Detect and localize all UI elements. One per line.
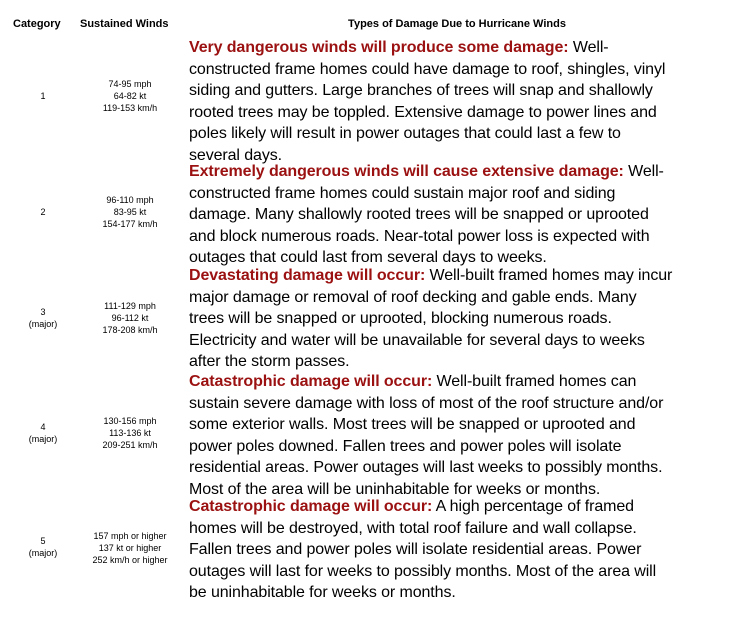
sustained-winds-cell: [86, 415, 174, 451]
wind-kmh: 119-153 km/h: [102, 103, 158, 113]
damage-lead: Extremely dangerous winds will cause extensive damage:: [189, 163, 624, 180]
wind-kt: 64-82 kt: [113, 91, 147, 101]
damage-text: trees will be snapped or uprooted, blocking numerous roads.: [189, 310, 612, 327]
header-damage-types: Types of Damage Due to Hurricane Winds: [348, 18, 566, 30]
wind-mph: 96-110 mph: [106, 195, 154, 205]
category-number: 2: [40, 207, 46, 217]
damage-text: Well-: [623, 163, 664, 180]
category-number: 3: [40, 307, 46, 317]
category-major-note: (major): [28, 434, 58, 444]
wind-mph: 130-156 mph: [103, 416, 157, 426]
damage-lead: Catastrophic damage will occur:: [189, 373, 433, 390]
category-number: 5: [40, 536, 46, 546]
damage-text: Well-built framed homes can: [432, 373, 637, 390]
header-sustained-winds: Sustained Winds: [80, 18, 169, 30]
wind-kmh: 252 km/h or higher: [92, 555, 168, 565]
wind-kmh: 154-177 km/h: [102, 219, 158, 229]
wind-kmh: 178-208 km/h: [102, 325, 158, 335]
header-category: Category: [13, 18, 61, 30]
category-cell: [0, 306, 86, 330]
category-major-note: (major): [28, 548, 58, 558]
damage-text: A high percentage of framed: [432, 498, 634, 515]
damage-text: several days.: [189, 146, 282, 164]
damage-text: and block numerous roads. Near-total power loss is expected with: [189, 227, 650, 245]
damage-text: constructed frame homes could sustain major roof and siding: [189, 184, 616, 202]
damage-text: Well-: [568, 39, 609, 56]
damage-text: outages will last for weeks to possibly months. Most of the area will: [189, 562, 657, 580]
damage-text: siding and gutters. Large branches of trees will snap and shallowly: [189, 82, 653, 99]
wind-mph: 74-95 mph: [108, 79, 152, 89]
damage-text: after the storm passes.: [189, 353, 350, 370]
category-cell: [0, 535, 86, 559]
damage-description: [189, 265, 734, 373]
category-cell: [0, 206, 86, 218]
damage-text: be uninhabitable for weeks or months.: [189, 584, 456, 601]
damage-text: homes will be destroyed, with total roof failure and wall collapse.: [189, 519, 637, 537]
sustained-winds-cell: [86, 194, 174, 230]
wind-mph: 157 mph or higher: [93, 531, 167, 541]
category-cell: [0, 421, 86, 445]
damage-text: constructed frame homes could have damage to roof, shingles, vinyl: [189, 60, 666, 78]
wind-kt: 83-95 kt: [113, 207, 147, 217]
damage-text: some exterior walls. Most trees will be snapped or uprooted and: [189, 416, 636, 433]
wind-kt: 137 kt or higher: [98, 543, 162, 553]
damage-lead: Catastrophic damage will occur:: [189, 498, 433, 515]
damage-lead: Devastating damage will occur:: [189, 267, 426, 284]
damage-description: [189, 496, 734, 604]
sustained-winds-cell: [86, 300, 174, 336]
damage-text: Well-built framed homes may incur: [425, 267, 673, 284]
wind-kt: 113-136 kt: [109, 428, 151, 438]
damage-text: Fallen trees and power poles will isolate residential areas. Power: [189, 541, 642, 558]
damage-text: power poles downed. Fallen trees and power poles will isolate: [189, 437, 622, 455]
damage-text: sustain severe damage with loss of most of the roof structure and/or: [189, 394, 664, 412]
damage-description: [189, 37, 734, 166]
wind-mph: 111-129 mph: [104, 301, 156, 311]
wind-kt: 96-112 kt: [111, 313, 149, 323]
damage-text: residential areas. Power outages will last weeks to possibly months.: [189, 459, 663, 476]
sustained-winds-cell: [86, 78, 174, 114]
category-number: 4: [40, 422, 46, 432]
damage-text: poles likely will result in power outages that could last a few to: [189, 125, 621, 142]
damage-description: [189, 371, 734, 500]
category-major-note: (major): [28, 319, 58, 329]
category-cell: [0, 90, 86, 102]
damage-lead: Very dangerous winds will produce some damage:: [189, 39, 569, 56]
damage-text: major damage or removal of roof decking and gable ends. Many: [189, 288, 637, 306]
category-number: 1: [40, 91, 46, 101]
damage-description: [189, 161, 734, 269]
damage-text: Electricity and water will be unavailable for several days to weeks: [189, 331, 645, 349]
damage-text: outages that could last from several days to weeks.: [189, 249, 547, 266]
sustained-winds-cell: [86, 530, 174, 566]
damage-text: rooted trees may be toppled. Extensive damage to power lines and: [189, 103, 657, 121]
wind-kmh: 209-251 km/h: [102, 440, 158, 450]
damage-text: Most of the area will be uninhabitable for weeks or months.: [189, 480, 601, 498]
damage-text: damage. Many shallowly rooted trees will be snapped or uprooted: [189, 206, 649, 223]
